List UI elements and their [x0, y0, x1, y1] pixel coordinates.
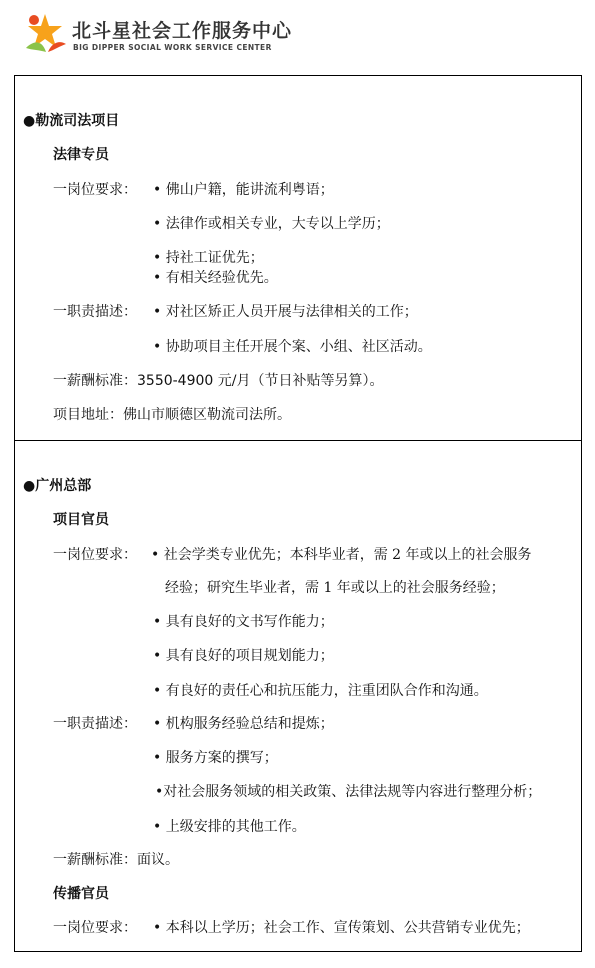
salary-value: 面议。	[137, 852, 179, 868]
duty-item: • 服务方案的撰写；	[153, 750, 278, 766]
org-name-cn: 北斗星社会工作服务中心	[72, 20, 293, 42]
requirements-label: 一岗位要求：	[53, 547, 137, 563]
salary-suffix: 元/月（节日补贴等另算）。	[213, 373, 384, 389]
requirement-item: • 法律作或相关专业，大专以上学历；	[153, 216, 390, 232]
requirements-label: 一岗位要求：	[53, 182, 137, 198]
duty-item: • 对社区矫正人员开展与法律相关的工作；	[153, 304, 418, 320]
salary-row	[53, 371, 383, 391]
requirement-item: • 有良好的责任心和抗压能力，注重团队合作和沟通。	[153, 683, 488, 699]
duties-label: 一职责描述：	[53, 304, 137, 320]
duty-item: • 上级安排的其他工作。	[153, 819, 306, 835]
requirement-item: • 具有良好的项目规划能力；	[153, 648, 334, 664]
requirement-item: • 持社工证优先；	[153, 250, 264, 266]
salary-label: 一薪酬标准：	[53, 852, 137, 868]
duty-item: •对社会服务领域的相关政策、法律法规等内容进行整理分析；	[155, 784, 542, 800]
salary-value: 3550-4900	[137, 373, 214, 389]
role-title: 项目官员	[53, 512, 109, 528]
project-address: 项目地址：佛山市顺德区勒流司法所。	[53, 407, 291, 423]
requirement-item: • 佛山户籍，能讲流利粤语；	[153, 182, 334, 198]
requirements-label: 一岗位要求：	[53, 920, 137, 936]
page-header	[0, 0, 595, 70]
section-leliu-judicial	[14, 75, 582, 441]
role-title: 法律专员	[53, 147, 109, 163]
requirement-item: • 有相关经验优先。	[153, 270, 278, 286]
role-title: 传播官员	[53, 886, 109, 902]
section-title: ●勒流司法项目	[23, 113, 120, 129]
requirement-item: • 本科以上学历；社会工作、宣传策划、公共营销专业优先；	[153, 920, 530, 936]
requirement-item: • 具有良好的文书写作能力；	[153, 614, 334, 630]
duty-item: • 机构服务经验总结和提炼；	[153, 716, 334, 732]
requirement-item-continued: 经验；研究生毕业者，需 1 年或以上的社会服务经验；	[165, 580, 505, 596]
salary-row	[53, 850, 179, 870]
duty-item: • 协助项目主任开展个案、小组、社区活动。	[153, 339, 432, 355]
section-guangzhou-hq	[14, 440, 582, 952]
org-name-en: BIG DIPPER SOCIAL WORK SERVICE CENTER	[73, 43, 272, 52]
requirement-item: • 社会学类专业优先；本科毕业者，需 2 年或以上的社会服务	[151, 547, 532, 563]
big-dipper-logo-icon	[22, 10, 68, 56]
duties-label: 一职责描述：	[53, 716, 137, 732]
salary-label: 一薪酬标准：	[53, 373, 137, 389]
section-title: ●广州总部	[23, 478, 92, 494]
